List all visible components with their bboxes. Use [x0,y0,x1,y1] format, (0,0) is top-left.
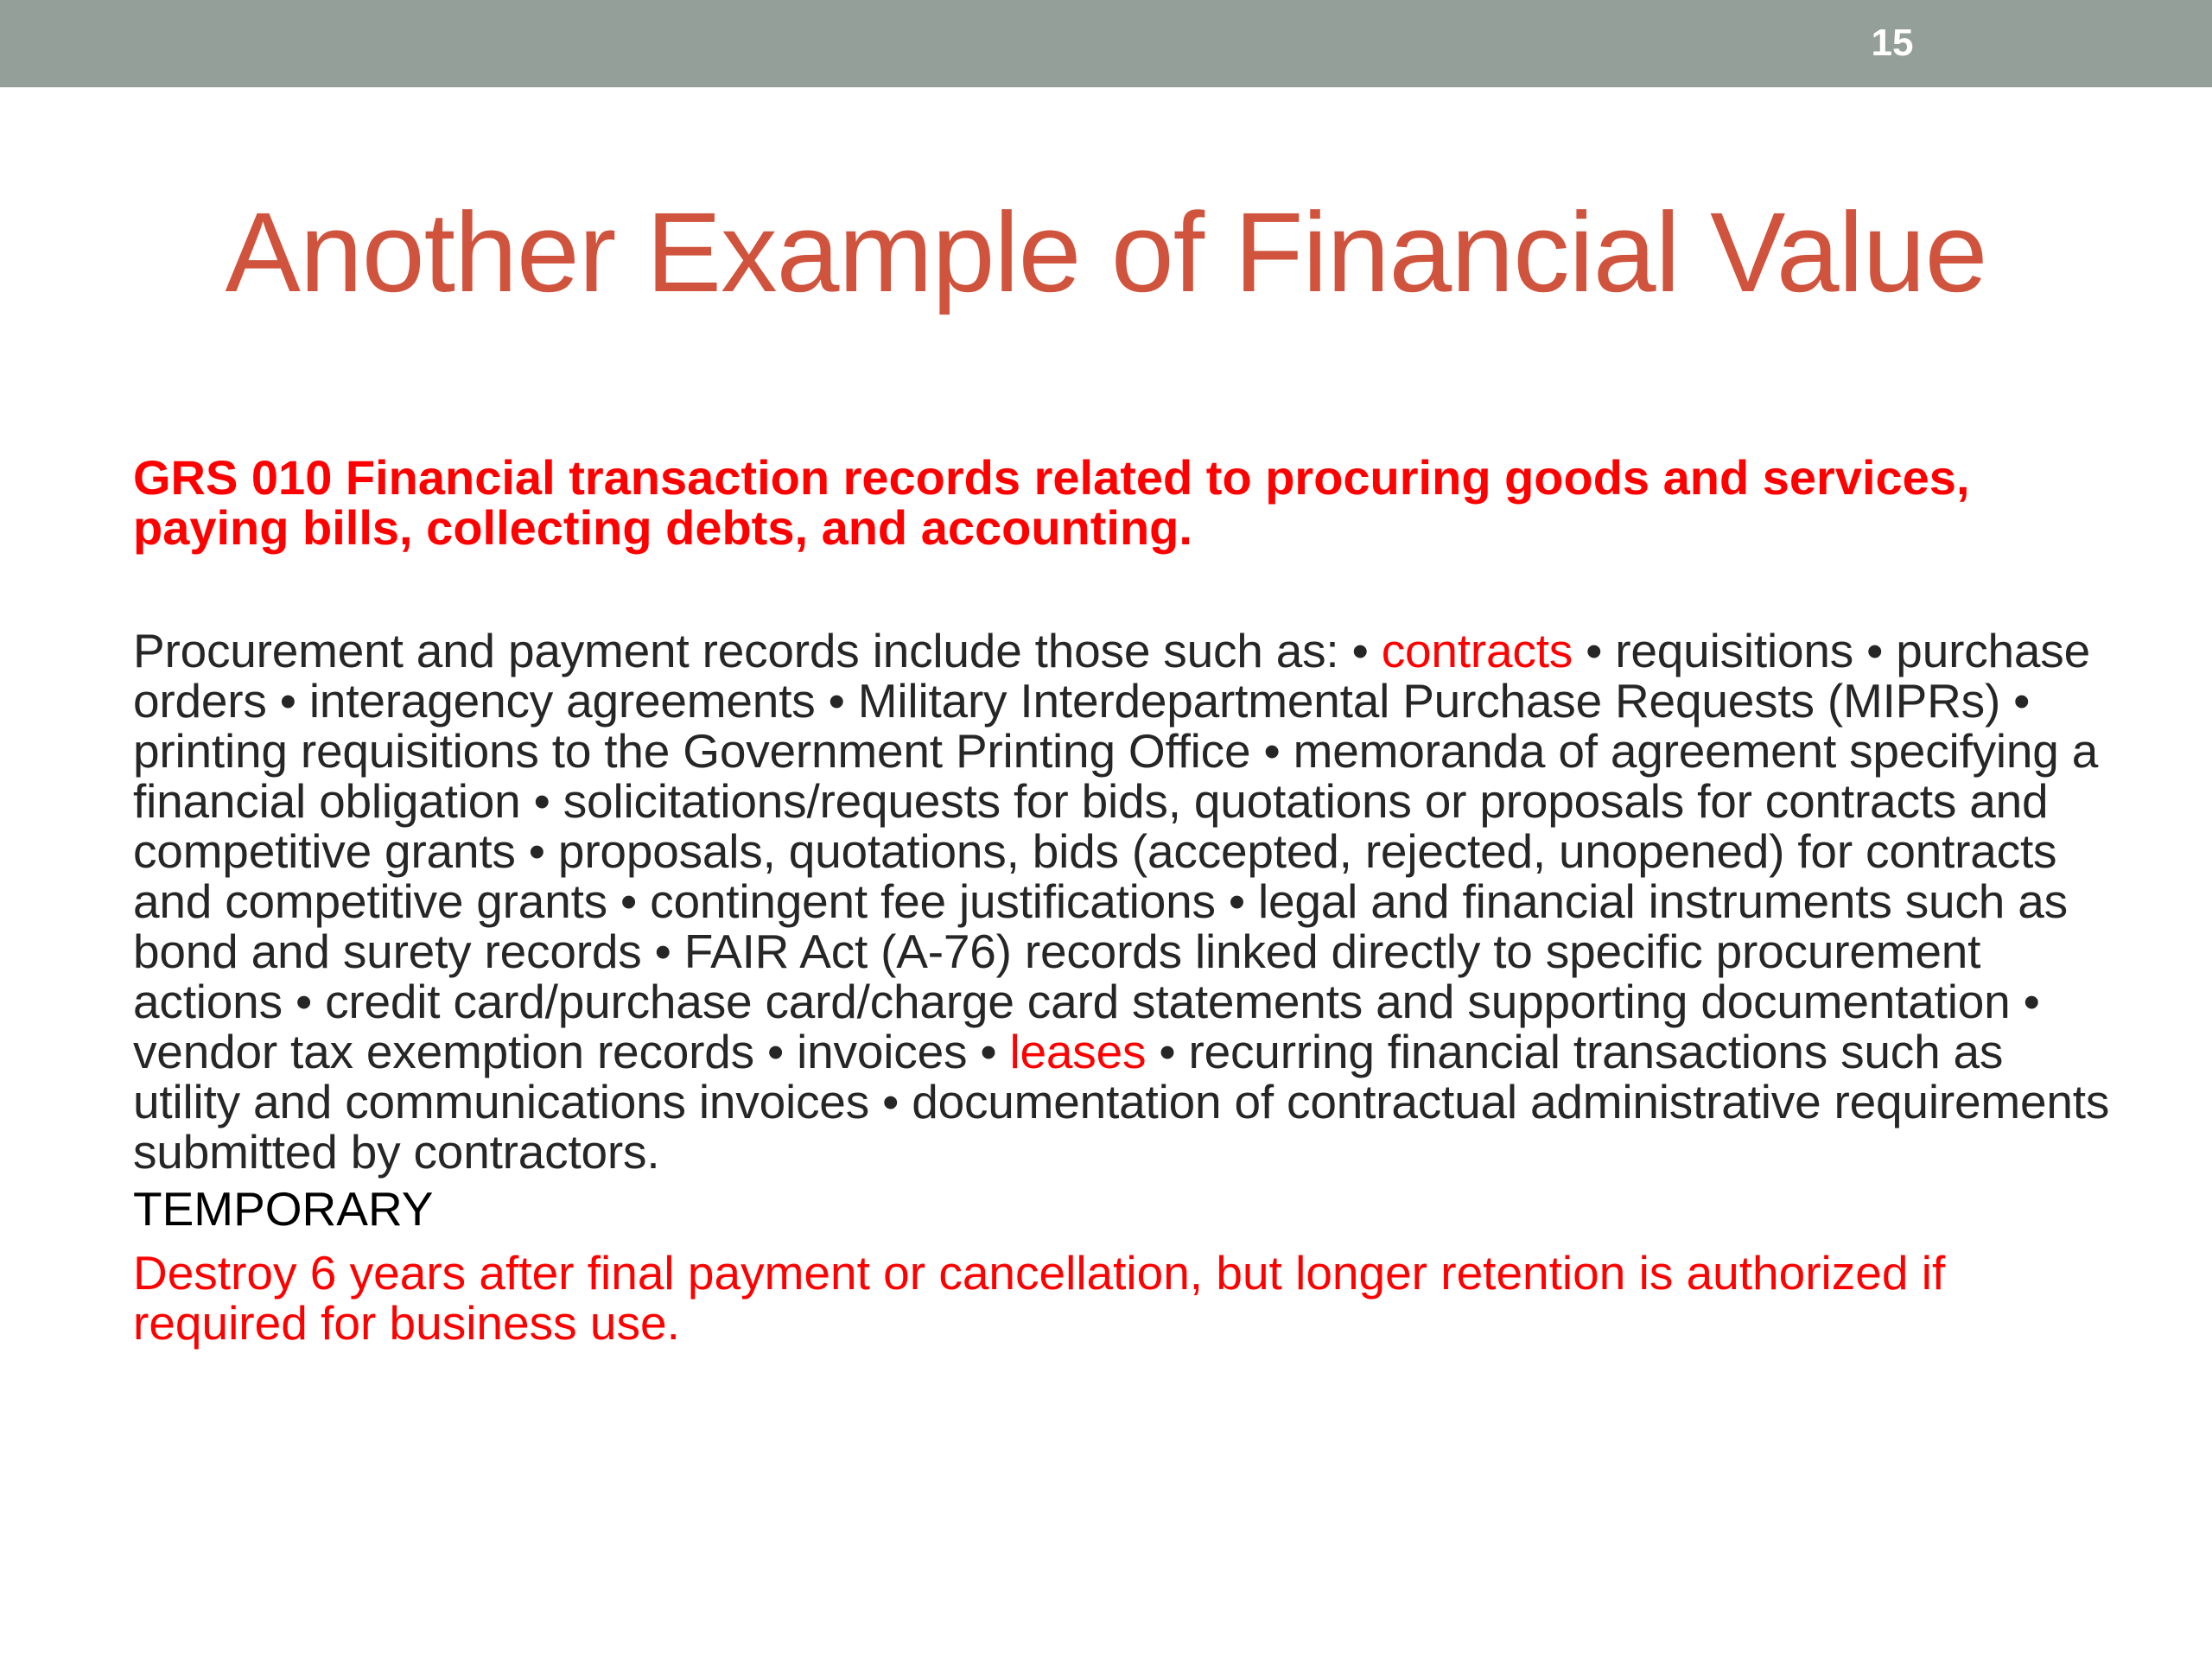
records-heading: GRS 010 Financial transaction records related to procuring goods and services, paying bills, collecting debts, and accounting. [133,450,1970,555]
description-text-2: • requisitions • purchase orders • interagency agreements • Military Interdepartmental Purchase Requests (MIPRs) • printing requisitions to the Government Printing Office • memoranda of agreement specifying a financial obligation • solicitations/requests for bids, quotations or proposals for contracts and competitive grants • proposals, quotations, bids (accepted, rejected, unopened) for contracts and competitive grants • contingent fee justifications • legal and financial instruments such as bond and surety records • FAIR Act (A-76) records linked directly to specific procurement actions • credit card/purchase card/charge card statements and supporting documentation • vendor tax exemption records • invoices • [133,624,2099,1078]
retention-status: TEMPORARY [133,1182,434,1236]
highlight-leases: leases [1009,1025,1147,1078]
description-text-3: • recurring financial transactions such as utility and communications invoices • documentation of contractual administrative requirements submitted by contractors. [133,1025,2110,1179]
top-bar [0,0,2212,87]
description-text-1: Procurement and payment records include those such as: • [133,624,1382,677]
slide-content [133,450,2120,1350]
records-description [133,626,2120,1177]
slide-title: Another Example of Financial Value [225,188,1987,315]
highlight-contracts: contracts [1381,624,1573,677]
disposition-instruction: Destroy 6 years after final payment or cancellation, but longer retention is authorized if required for business use. [133,1246,1946,1350]
page-number: 15 [1871,22,1914,64]
